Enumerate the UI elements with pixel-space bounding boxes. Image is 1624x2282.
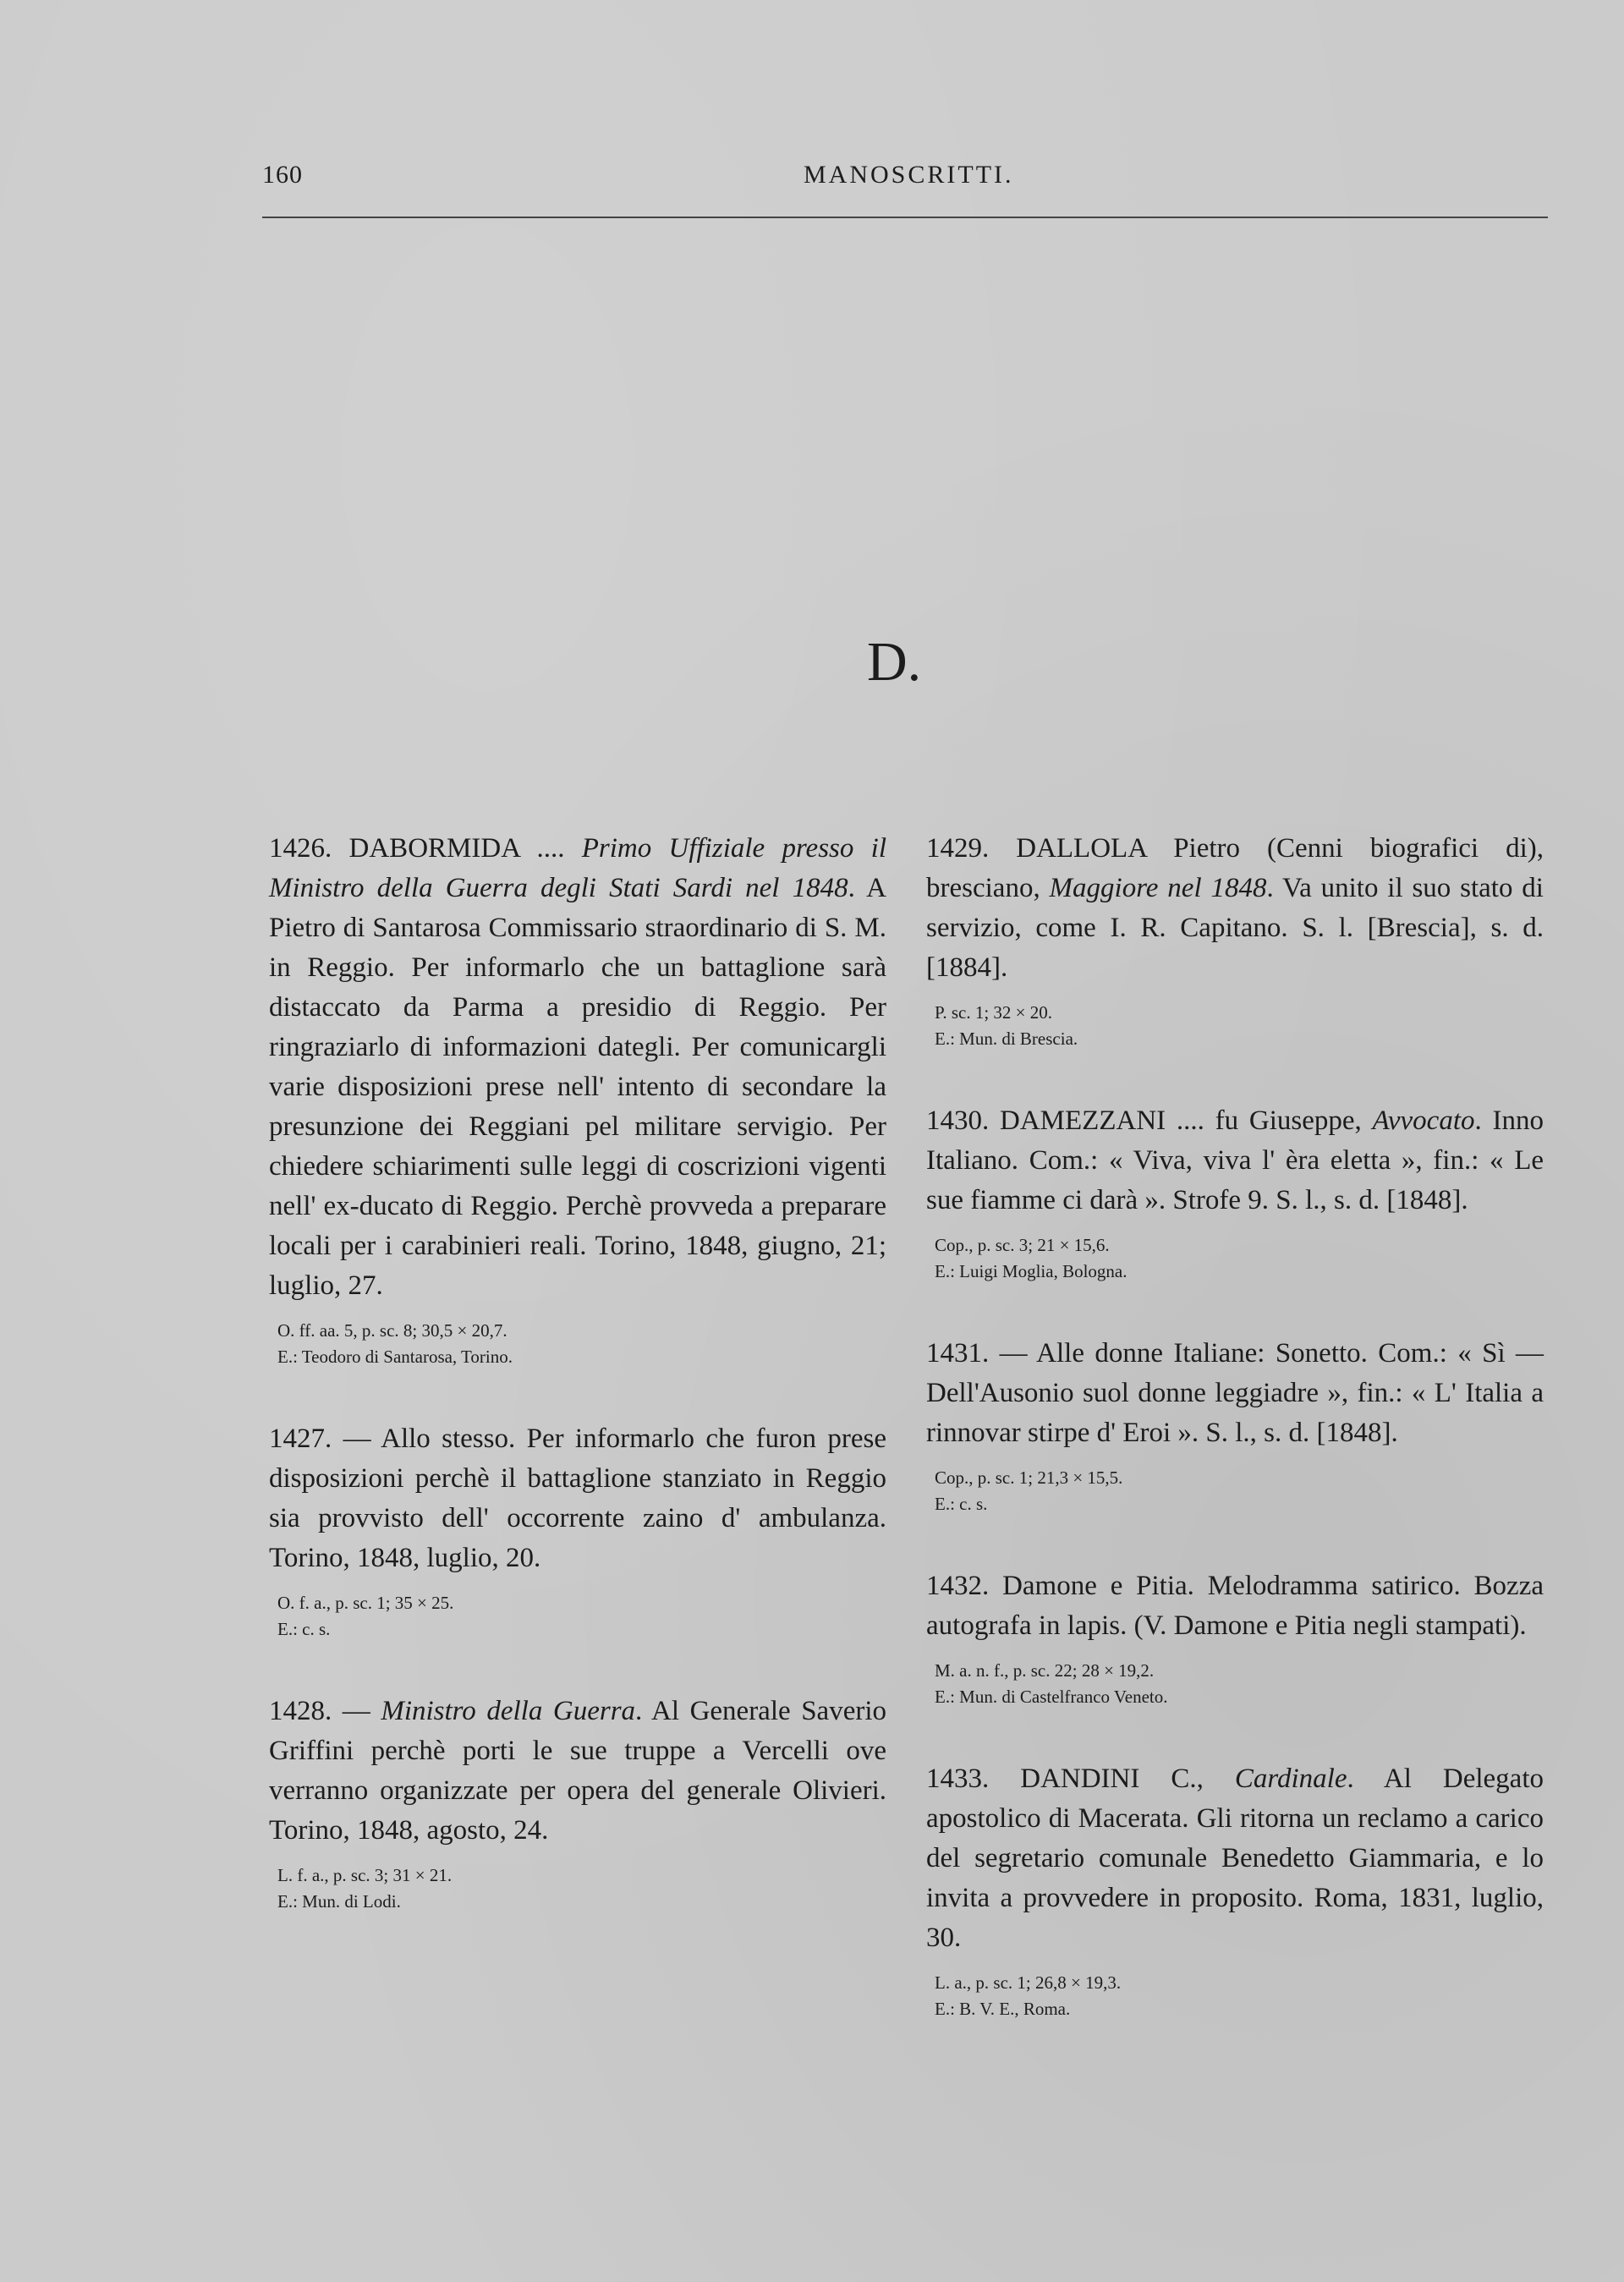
text-run: . A Pietro di Santarosa Commissario straordinario di S. M. in Reggio. Per informarlo che un battaglione sarà distaccato da Parma a presidio di Reggio. Per ringraziarlo di informazioni dategli. Per comunicargli varie disposizioni prese nell' intento di secondare la presunzione dei Reggiani pel militare servigio. Per chiedere schiarimenti sulle leggi di coscrizioni vigenti nell' ex-ducato di Reggio. Perchè provveda a preparare locali per i carabinieri reali. Torino, 1848, giugno, 21; luglio, 27. [269,873,886,1301]
entry-meta-line: O. ff. aa. 5, p. sc. 8; 30,5 × 20,7. [277,1320,508,1341]
entry-meta-line: E.: c. s. [277,1619,331,1639]
entry-1431 [926,1334,1544,1517]
text-run: 1432. Damone e Pitia. Melodramma satirico. Bozza autografa in lapis. (V. Damone e Pitia negli stampati). [926,1571,1544,1641]
entry-1426 [269,829,886,1370]
entry-meta-line: L. a., p. sc. 1; 26,8 × 19,3. [935,1972,1122,1993]
running-title: MANOSCRITTI. [804,161,1014,189]
italic-run: Cardinale [1234,1764,1347,1794]
entry-1432 [926,1566,1544,1710]
text-run: 1431. — Alle donne Italiane: Sonetto. Com.: « Sì — Dell'Ausonio suol donne leggiadre », fin.: « L' Italia a rinnovar stirpe d' Eroi ». S. l., s. d. [1848]. [926,1338,1544,1448]
entry-text [926,1566,1544,1646]
italic-run: Maggiore nel 1848 [1049,873,1267,903]
entry-meta-line: O. f. a., p. sc. 1; 35 × 25. [277,1593,454,1613]
entry-meta [935,1970,1544,2022]
entry-meta [935,1658,1544,1710]
entry-text [269,829,886,1306]
page-number: 160 [262,161,303,189]
entry-meta [935,1465,1544,1517]
entry-1430 [926,1101,1544,1285]
text-run: . Al Generale Saverio Griffini perchè porti le sue truppe a Vercelli ove verranno organizzate per opera del generale Olivieri. Torino, 1848, agosto, 24. [269,1696,886,1846]
italic-run: Avvocato [1372,1105,1475,1136]
entry-1433 [926,1759,1544,2022]
entry-meta-line: Cop., p. sc. 3; 21 × 15,6. [935,1235,1110,1255]
entry-meta-line: E.: Mun. di Castelfranco Veneto. [935,1687,1168,1707]
text-run: 1429. DALLOLA Pietro (Cenni biografici di), bresciano, [926,833,1544,903]
left-column [269,829,886,1964]
text-run: 1427. — Allo stesso. Per informarlo che furon prese disposizioni perchè il battaglione stanziato in Reggio sia provvisto dell' occorrente zaino d' ambulanza. Torino, 1848, luglio, 20. [269,1424,886,1573]
text-run: 1430. DAMEZZANI .... fu Giuseppe, [926,1105,1373,1136]
header-rule [262,217,1548,218]
italic-run: Ministro della Guerra [381,1696,636,1726]
entry-meta [277,1862,886,1915]
text-run: 1428. — [269,1696,381,1726]
text-run: . Inno Italiano. Com.: « Viva, viva l' èra eletta », fin.: « Le sue fiamme ci darà ». Strofe 9. S. l., s. d. [1848]. [926,1105,1544,1215]
entry-1427 [269,1419,886,1643]
entry-meta [935,1232,1544,1285]
entry-meta [935,1000,1544,1052]
entry-meta-line: M. a. n. f., p. sc. 22; 28 × 19,2. [935,1660,1155,1681]
entry-1429 [926,829,1544,1052]
text-run: 1433. DANDINI C., [926,1764,1235,1794]
entry-meta-line: L. f. a., p. sc. 3; 31 × 21. [277,1865,453,1885]
entry-meta-line: E.: Mun. di Lodi. [277,1891,401,1912]
entry-meta-line: E.: c. s. [935,1494,988,1514]
entry-text [926,1334,1544,1453]
entry-text [926,1101,1544,1221]
right-column [926,829,1544,2071]
entry-meta-line: E.: B. V. E., Roma. [935,1999,1071,2019]
entry-meta-line: E.: Teodoro di Santarosa, Torino. [277,1347,513,1367]
running-head [262,161,1548,195]
text-run: . Va unito il suo stato di servizio, come I. R. Capitano. S. l. [Brescia], s. d. [1884]. [926,873,1544,983]
entry-1428 [269,1692,886,1915]
entry-meta-line: E.: Mun. di Brescia. [935,1029,1078,1049]
text-run: . Al Delegato apostolico di Macerata. Gli ritorna un reclamo a carico del segretario comunale Benedetto Giammaria, e lo invita a provvedere in proposito. Roma, 1831, luglio, 30. [926,1764,1544,1953]
entry-meta-line: E.: Luigi Moglia, Bologna. [935,1261,1127,1281]
entry-meta-line: P. sc. 1; 32 × 20. [935,1002,1053,1023]
entry-text [926,1759,1544,1958]
entry-text [269,1419,886,1578]
section-letter: D. [867,631,922,693]
text-run: 1426. DABORMIDA .... [269,833,582,864]
italic-run: Primo Uffiziale presso il Ministro della Guerra degli Stati Sardi nel 1848 [269,833,886,903]
entry-meta [277,1318,886,1370]
entry-text [926,829,1544,988]
entry-meta-line: Cop., p. sc. 1; 21,3 × 15,5. [935,1467,1123,1488]
entry-text [269,1692,886,1851]
entry-meta [277,1590,886,1643]
